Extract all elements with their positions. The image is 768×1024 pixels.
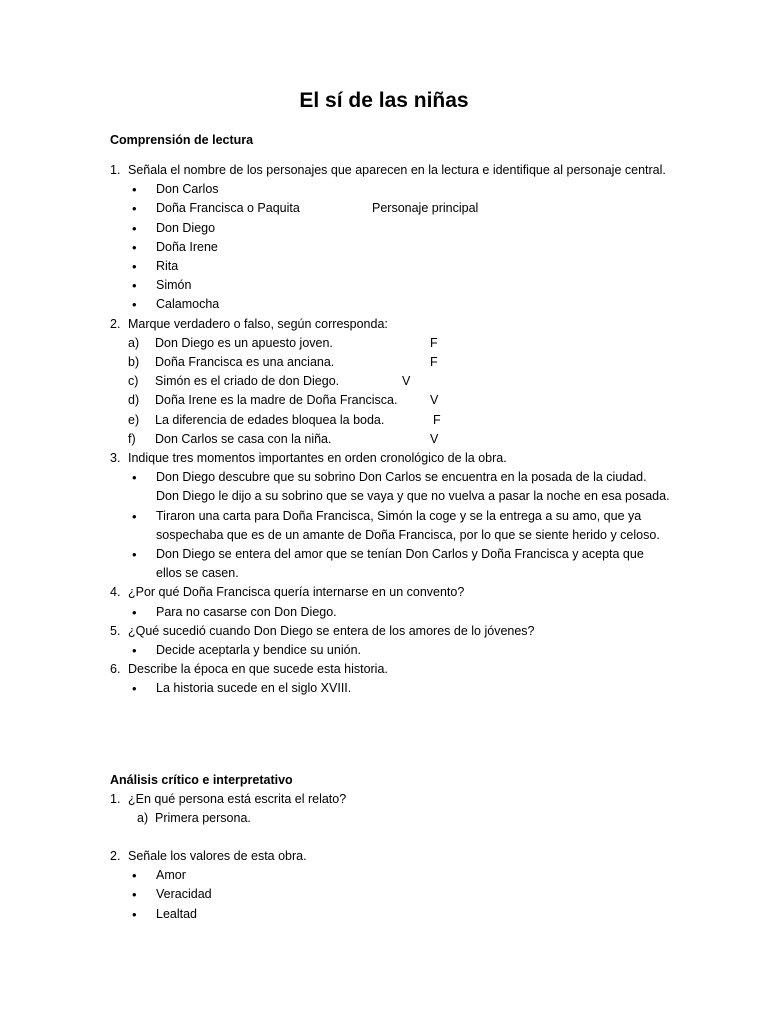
bullet-icon: •: [132, 547, 137, 563]
list-item: [110, 641, 670, 660]
item-letter: d): [128, 393, 140, 408]
list-item-text: Calamocha: [156, 297, 220, 312]
item-answer: F: [430, 335, 438, 350]
list-item-text: Tiraron una carta para Doña Francisca, Simón la coge y se la entrega a su amo, que ya sospechaba que es de un amante de Doña Francisca, por lo que se siente herido y celoso.: [156, 508, 660, 542]
question-text: Describe la época en que sucede esta historia.: [128, 662, 388, 677]
list-item: [110, 180, 670, 199]
item-letter: c): [128, 374, 139, 389]
analysis-question-2: [110, 847, 670, 924]
question-text: ¿Qué sucedió cuando Don Diego se entera de los amores de lo jóvenes?: [128, 623, 535, 638]
question-text: Señale los valores de esta obra.: [128, 849, 307, 863]
list-item-text: Doña Francisca o Paquita: [156, 201, 300, 216]
item-text: Simón es el criado de don Diego.: [155, 374, 340, 389]
principal-character-tag: Personaje principal: [372, 201, 479, 216]
item-answer: F: [433, 412, 441, 427]
item-letter: a): [128, 335, 140, 350]
question-text: ¿Por qué Doña Francisca quería internarse en un convento?: [128, 585, 465, 600]
answer-list: [110, 809, 670, 828]
question-number: 3.: [110, 451, 121, 466]
item-answer: V: [430, 431, 439, 446]
section-heading-comprension: Comprensión de lectura: [110, 133, 254, 147]
item-letter: f): [128, 431, 136, 446]
analysis-question-1-prompt: [110, 790, 670, 809]
list-item-text: Doña Irene: [156, 239, 218, 254]
item-text: Don Carlos se casa con la niña.: [155, 431, 332, 446]
question-4-prompt: [110, 583, 670, 602]
list-item-text: Amor: [156, 868, 186, 883]
list-item: [110, 603, 670, 622]
list-item-text: Don Diego se entera del amor que se tenían Don Carlos y Doña Francisca y acepta que ellos se casen.: [156, 547, 644, 581]
list-item: [110, 199, 670, 218]
document-title: El sí de las niñas: [299, 89, 469, 112]
true-false-list: [110, 334, 670, 449]
item-letter: b): [128, 355, 140, 370]
true-false-item: [110, 334, 670, 353]
item-answer: V: [402, 374, 411, 389]
answer-list: [110, 679, 670, 698]
values-list: [110, 866, 670, 924]
list-item-text: Don Carlos: [156, 182, 219, 197]
list-item-text: Decide aceptarla y bendice su unión.: [156, 643, 361, 658]
answer-list: [110, 641, 670, 660]
question-text: Indique tres momentos importantes en orden cronológico de la obra.: [128, 451, 507, 466]
list-item-text: Lealtad: [156, 906, 198, 921]
list-item-text: Don Diego descubre que su sobrino Don Carlos se encuentra en la posada de la ciudad. Don Diego le dijo a su sobrino que se vaya y que no vuelva a pasar la noche en esa posada.: [156, 470, 670, 504]
list-item-text: La historia sucede en el siglo XVIII.: [156, 681, 352, 696]
analysis-question-1: [110, 790, 670, 828]
true-false-item: [110, 353, 670, 372]
list-item-text: Simón: [156, 278, 192, 293]
true-false-item: [110, 391, 670, 410]
list-item: [110, 809, 670, 828]
bullet-icon: •: [132, 906, 137, 922]
question-number: 5.: [110, 623, 121, 638]
question-number: 1.: [110, 163, 121, 177]
question-text: Señala el nombre de los personajes que aparecen en la lectura e identifique al personaje central.: [128, 163, 666, 177]
list-item-text: Rita: [156, 259, 179, 274]
list-item: [110, 219, 670, 238]
bullet-icon: •: [132, 604, 137, 620]
question-text: Marque verdadero o falso, según corresponda:: [128, 316, 388, 331]
bullet-icon: •: [132, 643, 137, 659]
bullet-icon: •: [132, 220, 137, 236]
question-6-prompt: [110, 660, 670, 679]
list-item: [110, 276, 670, 295]
item-text: Don Diego es un apuesto joven.: [155, 335, 333, 350]
list-item: [110, 885, 670, 904]
answer-list: [110, 603, 670, 622]
question-5-prompt: [110, 622, 670, 641]
list-item: [110, 866, 670, 885]
bullet-icon: •: [132, 182, 137, 198]
list-item: [110, 238, 670, 257]
question-number: 4.: [110, 585, 121, 600]
item-text: Primera persona.: [155, 811, 251, 826]
true-false-item: [110, 430, 670, 449]
bullet-icon: •: [132, 278, 137, 294]
list-item: [110, 295, 670, 314]
item-letter: a): [137, 811, 149, 826]
moments-list: [110, 468, 670, 583]
item-answer: V: [430, 393, 439, 408]
true-false-item: [110, 411, 670, 430]
true-false-item: [110, 372, 670, 391]
list-item: [110, 545, 670, 583]
item-answer: F: [430, 355, 438, 370]
list-item: [110, 468, 670, 506]
question-number: 2.: [110, 316, 121, 331]
list-item: [110, 905, 670, 924]
item-letter: e): [128, 412, 140, 427]
bullet-icon: •: [132, 887, 137, 903]
list-item-text: Don Diego: [156, 220, 216, 235]
question-number: 6.: [110, 662, 121, 677]
question-text: ¿En qué persona está escrita el relato?: [128, 792, 347, 806]
question-2-prompt: [110, 315, 670, 334]
analysis-question-2-prompt: [110, 847, 670, 866]
bullet-icon: •: [132, 239, 137, 255]
item-text: Doña Francisca es una anciana.: [155, 355, 335, 370]
bullet-icon: •: [132, 681, 137, 697]
question-number: 1.: [110, 792, 121, 806]
item-text: Doña Irene es la madre de Doña Francisca.: [155, 393, 398, 408]
list-item: [110, 679, 670, 698]
bullet-icon: •: [132, 868, 137, 884]
bullet-icon: •: [132, 297, 137, 313]
question-1-prompt: [110, 161, 670, 180]
list-item-text: Para no casarse con Don Diego.: [156, 604, 337, 619]
list-item: [110, 507, 670, 545]
bullet-icon: •: [132, 259, 137, 275]
item-text: La diferencia de edades bloquea la boda.: [155, 412, 385, 427]
list-item: [110, 257, 670, 276]
question-number: 2.: [110, 849, 121, 863]
section-heading-analisis: Análisis crítico e interpretativo: [110, 773, 293, 787]
list-item-text: Veracidad: [156, 887, 212, 902]
bullet-icon: •: [132, 508, 137, 524]
bullet-icon: •: [132, 470, 137, 486]
question-1: [110, 161, 670, 699]
character-list: [110, 180, 670, 314]
bullet-icon: •: [132, 201, 137, 217]
question-3-prompt: [110, 449, 670, 468]
